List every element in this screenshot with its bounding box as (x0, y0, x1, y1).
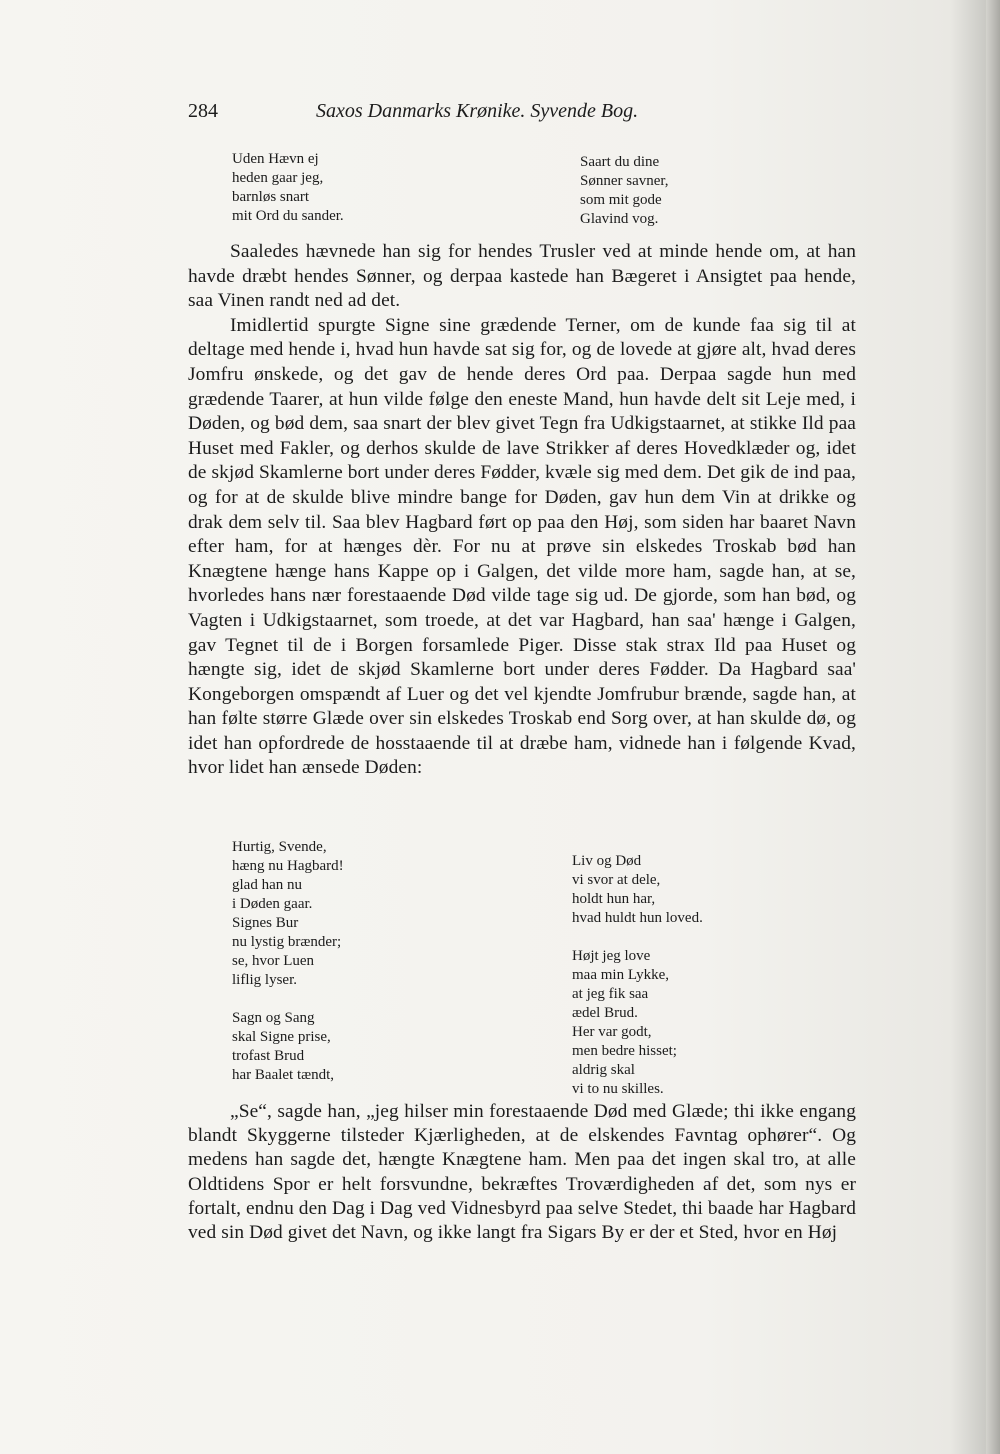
paragraph: Saaledes hævnede han sig for hendes Trusler ved at minde hende om, at han havde dræbt hendes Sønner, og derpaa kastede han Bægeret i Ansigtet paa hende, saa Vinen randt ned ad det. (188, 241, 856, 312)
verse-line: Hurtig, Svende, (232, 839, 327, 855)
verse-line: Liv og Død (572, 853, 642, 869)
verse-line: holdt hun har, (572, 891, 656, 907)
verse-line: Her var godt, (572, 1024, 652, 1040)
running-title: Saxos Danmarks Krønike. Syvende Bog. (316, 100, 639, 122)
page-edge-shadow (986, 0, 1000, 1454)
stanza (232, 914, 344, 990)
verse-bottom-left (232, 838, 344, 1104)
verse-line: Signes Bur (232, 915, 299, 931)
verse-line: hæng nu Hagbard! (232, 858, 344, 874)
stanza (572, 1023, 703, 1099)
verse-top-right (580, 153, 669, 229)
verse-line: Uden Hævn ej (232, 151, 319, 167)
verse-line: hvad huldt hun loved. (572, 910, 703, 926)
verse-line: heden gaar jeg, (232, 170, 324, 186)
verse-line: maa min Lykke, (572, 967, 670, 983)
stanza (572, 947, 703, 1023)
verse-line: men bedre hisset; (572, 1043, 677, 1059)
verse-line: ædel Brud. (572, 1005, 638, 1021)
paragraph: Imidlertid spurgte Signe sine grædende Terner, om de kunde faa sig til at deltage med hende i, hvad hun havde sat sig for, og de lovede at gjøre alt, hvad deres Jomfru ønskede, og det gav de hende deres Ord paa. Derpaa sagde hun med grædende Taarer, at hun vilde følge den eneste Mand, hun havde delt sit Leje med, i Døden, og bød dem, saa snart der blev givet Tegn fra Udkigstaarnet, at stikke Ild paa Huset med Fakler, og derhos skulde de lave Strikker af deres Hovedklæder og, idet de skjød Skamlerne bort under deres Fødder, kvæle sig med dem. Det gik de ind paa, og for at de skulde blive mindre bange for Døden, gav hun dem Vin at drikke og drak dem selv til. Saa blev Hagbard ført op paa den Høj, som siden har baaret Navn efter ham, for at hænges dèr. For nu at prøve sin elskedes Troskab bød han Knægtene hænge hans Kappe op i Galgen, det vilde more ham, sagde han, at se, hvorledes hans nær forestaaende Død vilde tage sig ud. De gjorde, som han bød, og Vagten i Udkigstaarnet, som troede, at det var Hagbard, han saa' hænge i Galgen, gav Tegnet til de i Borgen forsamlede Piger. Disse stak strax Ild paa Huset og hængte sig, idet de skjød Skamlerne bort under deres Fødder. Da Hagbard saa' Kongeborgen omspændt af Luer og det vel kjendte Jomfrubur brænde, sagde han, at han følte større Glæde over sin elskedes Troskab end Sorg over, at han skulde dø, og idet han opfordrede de hosstaaende til at dræbe ham, vidnede han i følgende Kvad, hvor lidet han ænsede Døden: (188, 314, 856, 779)
verse-line: nu lystig brænder; (232, 934, 342, 950)
verse-bottom-right (572, 852, 703, 1099)
verse-line: Glavind vog. (580, 211, 659, 227)
stanza (232, 1009, 344, 1085)
verse-line: Højt jeg love (572, 948, 651, 964)
verse-line: glad han nu (232, 877, 302, 893)
verse-line: som mit gode (580, 192, 662, 208)
verse-line: Sønner savner, (580, 173, 669, 189)
verse-line: trofast Brud (232, 1048, 305, 1064)
verse-line: aldrig skal (572, 1062, 635, 1078)
verse-line: vi svor at dele, (572, 872, 661, 888)
prose-bottom (188, 1100, 856, 1245)
stanza (232, 838, 344, 914)
verse-line: har Baalet tændt, (232, 1067, 335, 1083)
prose-middle (188, 240, 856, 781)
page-number: 284 (188, 100, 218, 122)
verse-line: liflig lyser. (232, 972, 297, 988)
verse-line: at jeg fik saa (572, 986, 649, 1002)
stanza (572, 852, 703, 928)
verse-line: i Døden gaar. (232, 896, 313, 912)
verse-line: Sagn og Sang (232, 1010, 315, 1026)
verse-top-left (232, 150, 344, 226)
verse-line: vi to nu skilles. (572, 1081, 664, 1097)
verse-line: barnløs snart (232, 189, 310, 205)
paragraph: „Se“, sagde han, „jeg hilser min forestaaende Død med Glæde; thi ikke engang blandt Skyggerne tilsteder Kjærligheden, at de elskendes Favntag ophører“. Og medens han sagde det, hængte Knægtene ham. Men paa det ingen skal tro, at alle Oldtidens Spor er helt forsvundne, bekræftes Troværdigheden af det, som nys er fortalt, endnu den Dag i Dag ved Vidnesbyrd paa selve Stedet, thi baade har Hagbard ved sin Død givet det Navn, og ikke langt fra Sigars By er der et Sted, hvor en Høj (188, 1101, 856, 1244)
verse-line: Saart du dine (580, 154, 660, 170)
verse-line: mit Ord du sander. (232, 208, 344, 224)
verse-line: skal Signe prise, (232, 1029, 331, 1045)
verse-line: se, hvor Luen (232, 953, 315, 969)
